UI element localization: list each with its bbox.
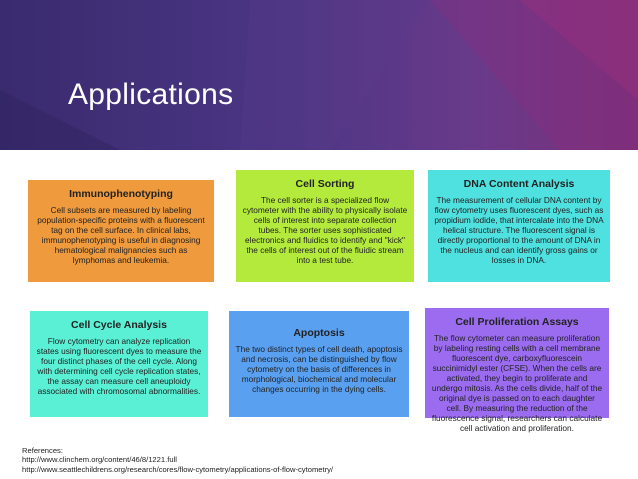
banner-decoration — [0, 0, 638, 150]
reference-link[interactable]: http://www.clinchem.org/content/46/8/1221.full — [22, 455, 177, 465]
title-banner — [0, 0, 638, 150]
card-cell-proliferation-assays — [425, 308, 609, 433]
card-apoptosis — [229, 311, 409, 417]
card-heading: DNA Content Analysis — [463, 178, 575, 190]
card-heading: Cell Proliferation Assays — [455, 316, 579, 328]
card-body: The cell sorter is a specialized flow cytometer with the ability to physically isolate cells of interest into separate collection tubes. The sorter uses sophisticated electronics and fluidics to identify and "kick" the cells of interest out of the fluidic stream into a test tube. — [242, 195, 408, 265]
card-immunophenotyping — [28, 180, 214, 282]
card-heading: Immunophenotyping — [69, 188, 173, 200]
card-body: The measurement of cellular DNA content by flow cytometry uses fluorescent dyes, such as propidium iodide, that intercalate into the DNA helical structure. The fluorescent signal is directly proportional to the amount of DNA in the nucleus and can identify gross gains or losses in DNA. — [434, 195, 604, 265]
card-body: Cell subsets are measured by labeling population-specific proteins with a fluorescent tag on the cell surface. In clinical labs, immunophenotyping is useful in diagnosing hematological malignancies such as lymphomas and leukemia. — [37, 205, 205, 265]
card-heading: Cell Cycle Analysis — [71, 319, 167, 331]
card-body: The two distinct types of cell death, apoptosis and necrosis, can be distinguished by flow cytometry on the basis of differences in morphological, biochemical and molecular changes occurring in the dying cells. — [235, 344, 403, 394]
references-label: References: — [22, 446, 63, 455]
card-body: The flow cytometer can measure proliferation by labeling resting cells with a cell membrane fluorescent dye, carboxyfluorescein succinimidyl ester (CFSE). When the cells are activated, they begin to proliferate and undergo mitosis. As the cells divide, half of the original dye is passed on to each daughter cell. By measuring the reduction of the fluorescence signal, researchers can calculate cell activation and proliferation. — [431, 333, 603, 433]
card-heading: Apoptosis — [293, 327, 345, 339]
card-body: Flow cytometry can analyze replication states using fluorescent dyes to measure the four distinct phases of the cell cycle. Along with determining cell cycle replication states, the assay can measure cell aneuploidy associated with chromosomal abnormalities. — [36, 336, 202, 396]
card-heading: Cell Sorting — [295, 178, 355, 190]
reference-link[interactable]: http://www.seattlechildrens.org/research/cores/flow-cytometry/applications-of-flow-cytometry/ — [22, 464, 334, 474]
references — [22, 446, 333, 474]
slide-title: Applications — [68, 78, 234, 111]
card-cell-cycle-analysis — [30, 311, 208, 417]
card-cell-sorting — [236, 170, 414, 282]
card-dna-content-analysis — [428, 170, 610, 282]
